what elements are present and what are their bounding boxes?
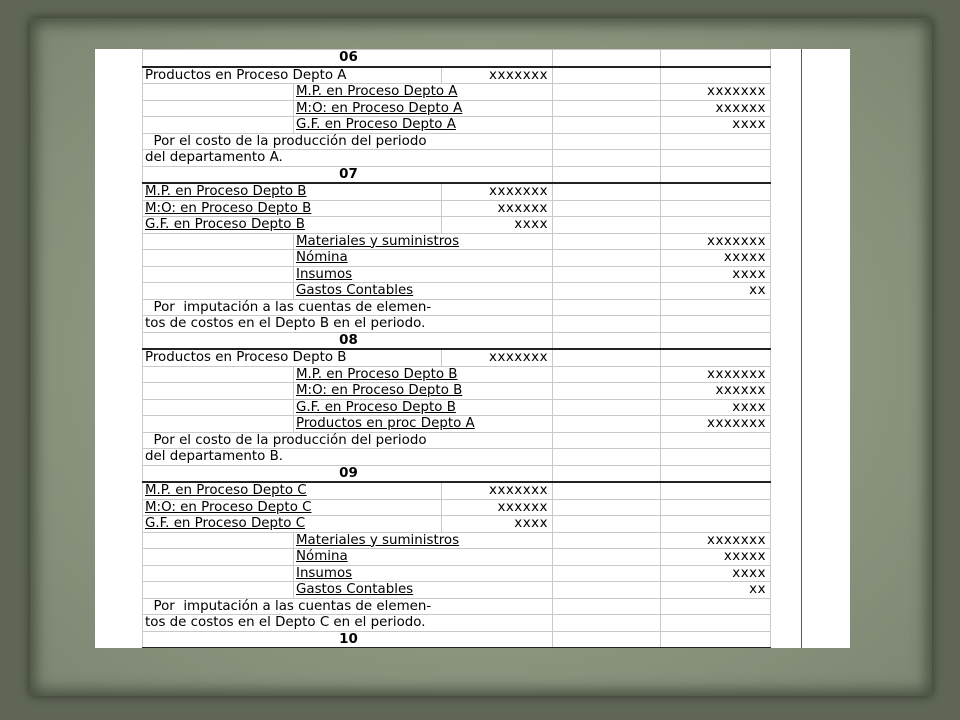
empty-cell	[661, 332, 771, 349]
entry-description: del departamento A.	[143, 150, 553, 167]
empty-cell	[553, 84, 661, 101]
empty-cell	[553, 482, 661, 499]
empty-cell	[661, 598, 771, 615]
empty-cell	[661, 316, 771, 333]
journal-row	[143, 399, 771, 416]
journal-row	[143, 549, 771, 566]
empty-cell	[143, 549, 294, 566]
empty-cell	[553, 432, 661, 449]
empty-cell	[661, 615, 771, 632]
debit-account-label: M:O: en Proceso Depto B	[145, 200, 312, 216]
debit-account	[143, 67, 442, 84]
credit-account	[294, 582, 553, 599]
empty-cell	[661, 432, 771, 449]
empty-cell	[143, 250, 294, 267]
credit-account	[294, 250, 553, 267]
journal-row	[143, 266, 771, 283]
debit-account-label: M.P. en Proceso Depto C	[145, 483, 307, 499]
credit-amount: xxxx	[661, 117, 771, 134]
debit-account	[143, 217, 442, 234]
credit-account	[294, 117, 553, 134]
credit-amount: xxxxx	[661, 549, 771, 566]
credit-amount: xxxx	[661, 266, 771, 283]
debit-amount: xxxxxx	[442, 200, 553, 217]
credit-amount: xxxx	[661, 565, 771, 582]
credit-account	[294, 565, 553, 582]
credit-account-label: M.P. en Proceso Depto B	[296, 366, 458, 382]
empty-cell	[143, 399, 294, 416]
empty-cell	[553, 416, 661, 433]
entry-number: 06	[143, 50, 553, 67]
empty-cell	[553, 449, 661, 466]
credit-amount: xxxxxx	[661, 100, 771, 117]
empty-cell	[553, 631, 661, 648]
credit-account	[294, 366, 553, 383]
credit-account-label: M:O: en Proceso Depto A	[296, 100, 463, 116]
credit-amount: xxxxxx	[661, 383, 771, 400]
journal-row	[143, 150, 771, 167]
credit-amount: xxxx	[661, 399, 771, 416]
empty-cell	[553, 465, 661, 482]
empty-cell	[553, 50, 661, 67]
empty-cell	[553, 582, 661, 599]
empty-cell	[553, 250, 661, 267]
journal-row	[143, 565, 771, 582]
empty-cell	[661, 166, 771, 183]
credit-account-label: Insumos	[296, 565, 353, 581]
entry-number: 09	[143, 465, 553, 482]
journal-row	[143, 233, 771, 250]
empty-cell	[143, 383, 294, 400]
journal-row	[143, 582, 771, 599]
empty-cell	[661, 631, 771, 648]
credit-account	[294, 383, 553, 400]
journal-row	[143, 482, 771, 499]
debit-account-label: G.F. en Proceso Depto C	[145, 516, 306, 532]
credit-account	[294, 532, 553, 549]
journal-row	[143, 383, 771, 400]
empty-cell	[661, 299, 771, 316]
credit-account-label: Materiales y suministros	[296, 233, 460, 249]
journal-row	[143, 200, 771, 217]
empty-cell	[553, 233, 661, 250]
empty-cell	[553, 266, 661, 283]
empty-cell	[143, 117, 294, 134]
debit-amount: xxxxxx	[442, 499, 553, 516]
empty-cell	[661, 217, 771, 234]
empty-cell	[553, 598, 661, 615]
empty-cell	[553, 217, 661, 234]
credit-account	[294, 84, 553, 101]
credit-amount: xxxxxxx	[661, 233, 771, 250]
empty-cell	[553, 100, 661, 117]
empty-cell	[661, 50, 771, 67]
debit-account	[143, 200, 442, 217]
journal-row	[143, 299, 771, 316]
empty-cell	[661, 150, 771, 167]
empty-cell	[553, 150, 661, 167]
empty-cell	[553, 166, 661, 183]
debit-amount: xxxx	[442, 516, 553, 533]
journal-row	[143, 532, 771, 549]
empty-cell	[553, 366, 661, 383]
debit-account	[143, 482, 442, 499]
debit-amount: xxxxxxx	[442, 183, 553, 200]
entry-description: del departamento B.	[143, 449, 553, 466]
empty-cell	[553, 332, 661, 349]
journal-row	[143, 316, 771, 333]
debit-account-label: M:O: en Proceso Depto C	[145, 499, 312, 515]
credit-amount: xx	[661, 283, 771, 300]
empty-cell	[553, 117, 661, 134]
empty-cell	[661, 183, 771, 200]
empty-cell	[553, 532, 661, 549]
grid-line	[801, 49, 802, 648]
journal-row	[143, 349, 771, 366]
debit-account-label: Productos en Proceso Depto B	[145, 350, 347, 366]
journal-row	[143, 631, 771, 648]
entry-description: tos de costos en el Depto B en el periodo.	[143, 316, 553, 333]
journal-row	[143, 133, 771, 150]
journal-row	[143, 250, 771, 267]
empty-cell	[553, 383, 661, 400]
entry-number: 07	[143, 166, 553, 183]
empty-cell	[143, 266, 294, 283]
empty-cell	[143, 565, 294, 582]
journal-row	[143, 117, 771, 134]
spreadsheet	[95, 49, 850, 648]
debit-amount: xxxxxxx	[442, 349, 553, 366]
empty-cell	[553, 399, 661, 416]
empty-cell	[553, 283, 661, 300]
credit-amount: xx	[661, 582, 771, 599]
journal-row	[143, 183, 771, 200]
journal-row	[143, 166, 771, 183]
journal-row	[143, 449, 771, 466]
credit-account	[294, 283, 553, 300]
debit-amount: xxxx	[442, 217, 553, 234]
journal-row	[143, 598, 771, 615]
debit-account-label: G.F. en Proceso Depto B	[145, 217, 305, 233]
entry-description: Por imputación a las cuentas de elemen-	[143, 299, 553, 316]
credit-amount: xxxxxxx	[661, 416, 771, 433]
debit-amount: xxxxxxx	[442, 67, 553, 84]
entry-description: Por imputación a las cuentas de elemen-	[143, 598, 553, 615]
credit-account-label: M:O: en Proceso Depto B	[296, 383, 463, 399]
journal-row	[143, 615, 771, 632]
empty-cell	[553, 299, 661, 316]
empty-cell	[143, 582, 294, 599]
empty-cell	[553, 349, 661, 366]
empty-cell	[661, 133, 771, 150]
credit-account	[294, 416, 553, 433]
journal-row	[143, 67, 771, 84]
empty-cell	[143, 416, 294, 433]
credit-account	[294, 233, 553, 250]
empty-cell	[553, 516, 661, 533]
debit-account	[143, 183, 442, 200]
empty-cell	[553, 67, 661, 84]
empty-cell	[143, 100, 294, 117]
journal-row	[143, 465, 771, 482]
credit-account-label: Nómina	[296, 250, 348, 266]
credit-account-label: M.P. en Proceso Depto A	[296, 84, 458, 100]
debit-account-label: M.P. en Proceso Depto B	[145, 184, 307, 200]
debit-amount: xxxxxxx	[442, 482, 553, 499]
journal-table	[142, 49, 771, 648]
credit-account	[294, 399, 553, 416]
journal-row	[143, 432, 771, 449]
empty-cell	[553, 133, 661, 150]
credit-amount: xxxxxxx	[661, 84, 771, 101]
credit-account-label: Productos en proc Depto A	[296, 416, 475, 432]
credit-account-label: Gastos Contables	[296, 582, 414, 598]
journal-row	[143, 84, 771, 101]
debit-account	[143, 516, 442, 533]
empty-cell	[553, 565, 661, 582]
credit-account-label: Gastos Contables	[296, 283, 414, 299]
empty-cell	[661, 499, 771, 516]
empty-cell	[553, 316, 661, 333]
entry-number: 10	[143, 631, 553, 648]
credit-account-label: G.F. en Proceso Depto A	[296, 117, 456, 133]
debit-account-label: Productos en Proceso Depto A	[145, 67, 347, 83]
debit-account	[143, 499, 442, 516]
empty-cell	[661, 349, 771, 366]
journal-row	[143, 217, 771, 234]
entry-description: Por el costo de la producción del periodo	[143, 133, 553, 150]
journal-row	[143, 283, 771, 300]
credit-account	[294, 266, 553, 283]
empty-cell	[143, 366, 294, 383]
journal-row	[143, 516, 771, 533]
empty-cell	[553, 183, 661, 200]
empty-cell	[143, 233, 294, 250]
credit-account	[294, 100, 553, 117]
debit-account	[143, 349, 442, 366]
empty-cell	[661, 200, 771, 217]
credit-account-label: Nómina	[296, 549, 348, 565]
journal-row	[143, 366, 771, 383]
empty-cell	[143, 84, 294, 101]
entry-description: Por el costo de la producción del periodo	[143, 432, 553, 449]
credit-account-label: Materiales y suministros	[296, 532, 460, 548]
journal-row	[143, 50, 771, 67]
credit-amount: xxxxxxx	[661, 366, 771, 383]
empty-cell	[661, 465, 771, 482]
empty-cell	[553, 549, 661, 566]
empty-cell	[553, 499, 661, 516]
credit-account	[294, 549, 553, 566]
empty-cell	[661, 449, 771, 466]
journal-row	[143, 499, 771, 516]
empty-cell	[553, 200, 661, 217]
credit-account-label: G.F. en Proceso Depto B	[296, 399, 456, 415]
credit-amount: xxxxxxx	[661, 532, 771, 549]
empty-cell	[143, 532, 294, 549]
empty-cell	[143, 283, 294, 300]
empty-cell	[661, 482, 771, 499]
empty-cell	[661, 516, 771, 533]
journal-row	[143, 100, 771, 117]
entry-number: 08	[143, 332, 553, 349]
credit-account-label: Insumos	[296, 266, 353, 282]
journal-row	[143, 332, 771, 349]
empty-cell	[553, 615, 661, 632]
journal-row	[143, 416, 771, 433]
entry-description: tos de costos en el Depto C en el periodo.	[143, 615, 553, 632]
credit-amount: xxxxx	[661, 250, 771, 267]
empty-cell	[661, 67, 771, 84]
